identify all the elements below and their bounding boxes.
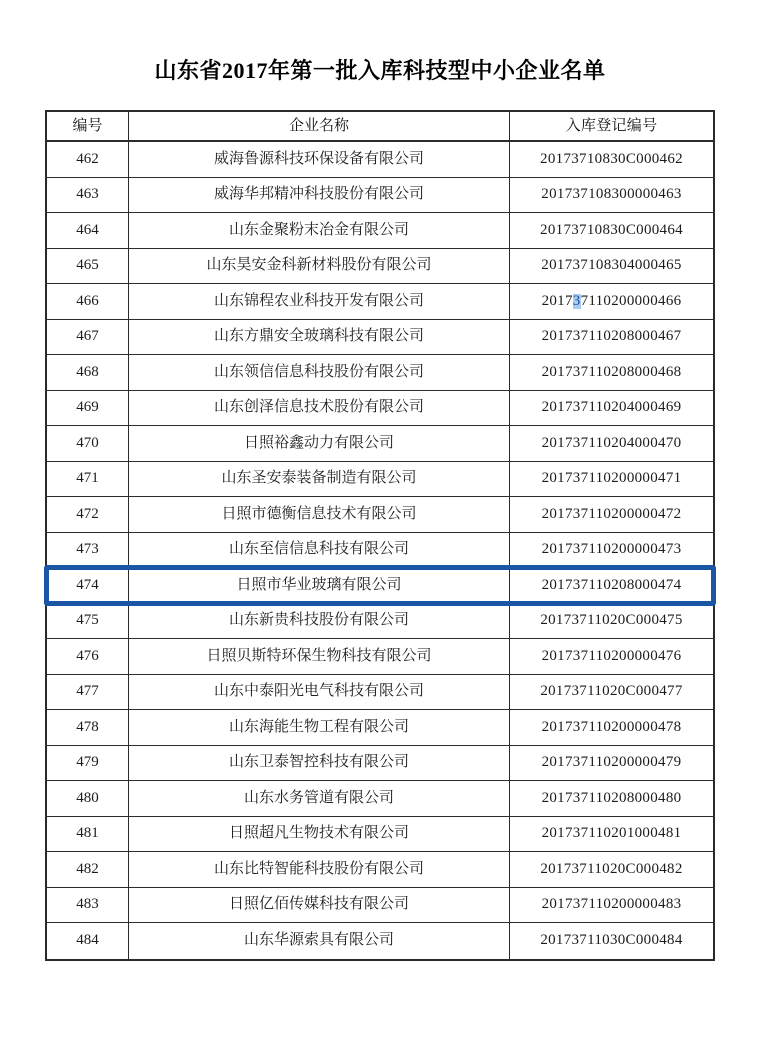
table-row [47, 178, 713, 214]
table-row [47, 142, 713, 178]
table-row [47, 639, 713, 675]
table-row [47, 497, 713, 533]
table-row [47, 675, 713, 711]
cell-company-name: 日照亿佰传媒科技有限公司 [129, 888, 510, 923]
header-company-name: 企业名称 [129, 112, 510, 140]
table-row [47, 604, 713, 640]
cell-company-name: 山东海能生物工程有限公司 [129, 710, 510, 745]
table-row [47, 746, 713, 782]
cell-registration: 20173711020C000477 [540, 683, 683, 700]
cell-number: 462 [47, 142, 129, 177]
table-row [47, 923, 713, 959]
cell-company-name: 山东中泰阳光电气科技有限公司 [129, 675, 510, 710]
cell-company-name: 日照贝斯特环保生物科技有限公司 [129, 639, 510, 674]
cell-company-name: 山东昊安金科新材料股份有限公司 [129, 249, 510, 284]
cell-number: 479 [47, 746, 129, 781]
cell-registration: 201737110200000472 [541, 505, 682, 522]
table-row [47, 710, 713, 746]
table-row [47, 320, 713, 356]
cell-number: 480 [47, 781, 129, 816]
table-row [47, 249, 713, 285]
table-row [47, 391, 713, 427]
cell-registration: 20173710830C000464 [540, 221, 683, 238]
table-header-row [47, 112, 713, 142]
cell-company-name: 山东新贵科技股份有限公司 [129, 604, 510, 639]
cell-number: 472 [47, 497, 129, 532]
cell-registration: 201737110208000474 [541, 576, 682, 593]
cell-company-name: 山东圣安泰装备制造有限公司 [129, 462, 510, 497]
cell-number: 483 [47, 888, 129, 923]
cell-company-name: 山东领信信息科技股份有限公司 [129, 355, 510, 390]
cell-registration: 201737110200000479 [541, 754, 682, 771]
cell-company-name: 威海鲁源科技环保设备有限公司 [129, 142, 510, 177]
cell-company-name: 山东水务管道有限公司 [129, 781, 510, 816]
table-row [47, 426, 713, 462]
cell-number: 465 [47, 249, 129, 284]
cell-company-name: 山东锦程农业科技开发有限公司 [129, 284, 510, 319]
table-row [47, 852, 713, 888]
cell-number: 468 [47, 355, 129, 390]
header-number: 编号 [47, 112, 129, 140]
table-row [47, 888, 713, 924]
table-row [47, 355, 713, 391]
cell-registration: 20173711020C000475 [540, 612, 683, 629]
cell-registration: 201737108304000465 [541, 257, 682, 274]
cell-registration: 201737110200000471 [541, 470, 682, 487]
cell-company-name: 山东比特智能科技股份有限公司 [129, 852, 510, 887]
table-row-highlighted [47, 568, 713, 604]
cell-registration: 20173711020C000482 [540, 860, 683, 877]
cell-registration: 201737110200000476 [541, 647, 682, 664]
cell-company-name: 日照市华业玻璃有限公司 [129, 568, 510, 603]
cell-registration: 201737110208000480 [541, 789, 682, 806]
cell-registration: 201737110208000467 [541, 328, 682, 345]
cell-number: 473 [47, 533, 129, 568]
header-registration: 入库登记编号 [565, 117, 658, 134]
document-page [0, 54, 760, 1054]
table-row [47, 284, 713, 320]
table-row [47, 213, 713, 249]
cell-number: 474 [47, 568, 129, 603]
cell-company-name: 威海华邦精冲科技股份有限公司 [129, 178, 510, 213]
selected-character: 3 [572, 292, 581, 309]
cell-number: 477 [47, 675, 129, 710]
cell-number: 469 [47, 391, 129, 426]
cell-registration: 201737110200000478 [541, 718, 682, 735]
company-table [45, 110, 715, 961]
cell-number: 470 [47, 426, 129, 461]
cell-registration: 201737108300000463 [541, 186, 682, 203]
page-title: 山东省2017年第一批入库科技型中小企业名单 [154, 58, 606, 83]
cell-company-name: 日照裕鑫动力有限公司 [129, 426, 510, 461]
cell-registration: 201737110200000483 [541, 896, 682, 913]
table-row [47, 817, 713, 853]
cell-number: 471 [47, 462, 129, 497]
cell-number: 484 [47, 923, 129, 959]
cell-number: 466 [47, 284, 129, 319]
cell-number: 476 [47, 639, 129, 674]
cell-company-name: 山东金聚粉末冶金有限公司 [129, 213, 510, 248]
cell-company-name: 山东卫泰智控科技有限公司 [129, 746, 510, 781]
cell-registration: 20173710830C000462 [540, 150, 683, 167]
cell-number: 475 [47, 604, 129, 639]
table-row [47, 462, 713, 498]
cell-number: 464 [47, 213, 129, 248]
cell-number: 463 [47, 178, 129, 213]
table-body [47, 142, 713, 959]
cell-company-name: 山东方鼎安全玻璃科技有限公司 [129, 320, 510, 355]
cell-number: 478 [47, 710, 129, 745]
cell-company-name: 山东华源索具有限公司 [129, 923, 510, 959]
cell-company-name: 山东创泽信息技术股份有限公司 [129, 391, 510, 426]
cell-registration: 201737110204000469 [541, 399, 682, 416]
table-row [47, 533, 713, 569]
cell-registration: 2017 3 7110200000466 [541, 292, 682, 309]
cell-company-name: 日照市德衡信息技术有限公司 [129, 497, 510, 532]
cell-registration: 201737110200000473 [541, 541, 682, 558]
company-table-wrapper [45, 110, 715, 961]
cell-number: 481 [47, 817, 129, 852]
cell-registration: 201737110201000481 [541, 825, 682, 842]
cell-registration: 20173711030C000484 [540, 932, 683, 949]
cell-number: 467 [47, 320, 129, 355]
cell-registration: 201737110204000470 [541, 434, 682, 451]
cell-registration: 201737110208000468 [541, 363, 682, 380]
cell-company-name: 日照超凡生物技术有限公司 [129, 817, 510, 852]
table-row [47, 781, 713, 817]
cell-number: 482 [47, 852, 129, 887]
cell-company-name: 山东至信信息科技有限公司 [129, 533, 510, 568]
